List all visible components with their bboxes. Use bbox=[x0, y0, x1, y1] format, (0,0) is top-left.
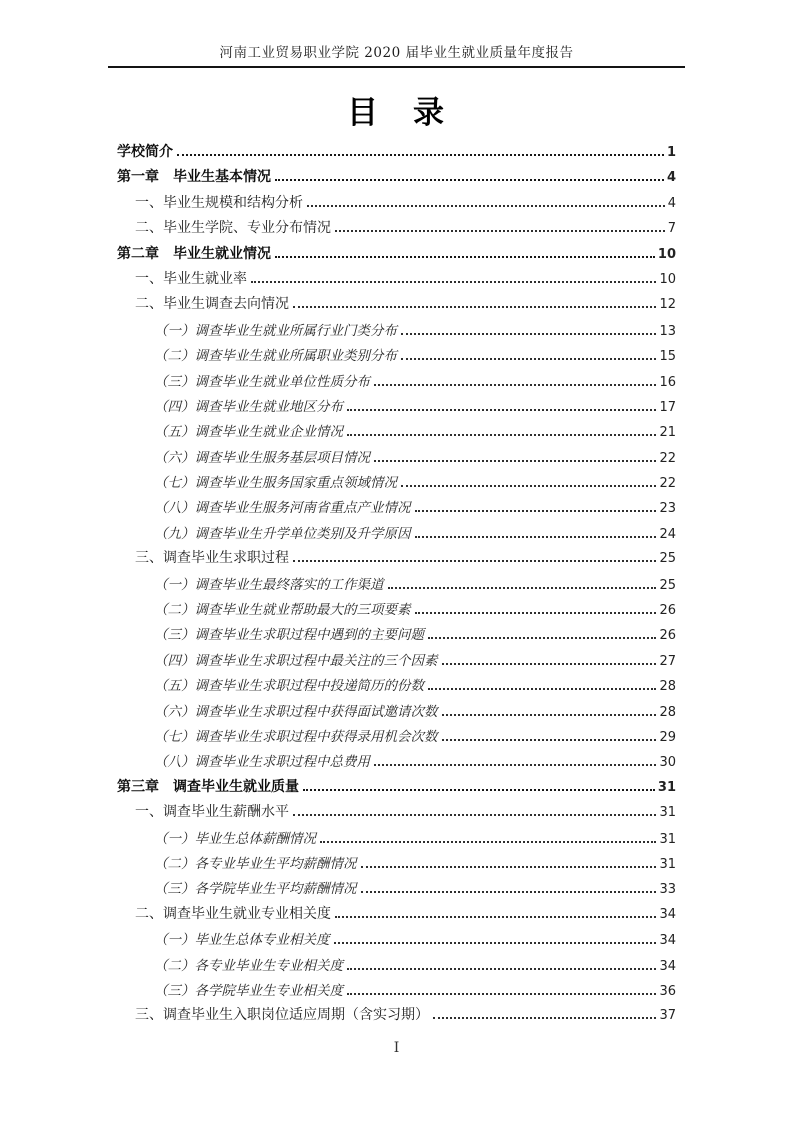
toc-page-number: 10 bbox=[659, 271, 676, 287]
dotted-leader bbox=[415, 612, 657, 614]
dotted-leader bbox=[415, 510, 657, 512]
toc-entry-label: 三、调查毕业生求职过程 bbox=[135, 550, 289, 567]
toc-row[interactable] bbox=[117, 1004, 676, 1029]
dotted-leader bbox=[361, 866, 657, 868]
toc-page-number: 16 bbox=[659, 374, 676, 390]
toc-page-number: 10 bbox=[657, 246, 676, 262]
toc-entry-label: （二）各专业毕业生专业相关度 bbox=[154, 957, 343, 974]
toc-row[interactable] bbox=[117, 928, 676, 953]
table-of-contents bbox=[117, 141, 676, 1030]
toc-entry-label: 学校简介 bbox=[117, 144, 173, 160]
toc-row[interactable] bbox=[117, 344, 676, 369]
toc-page-number: 30 bbox=[659, 755, 676, 771]
dotted-leader bbox=[415, 536, 657, 538]
toc-entry-label: （二）各专业毕业生平均薪酬情况 bbox=[154, 855, 357, 872]
toc-row[interactable] bbox=[117, 268, 676, 293]
toc-row[interactable] bbox=[117, 547, 676, 572]
toc-page-number: 31 bbox=[659, 805, 676, 821]
toc-page-number: 37 bbox=[659, 1008, 676, 1024]
toc-row[interactable] bbox=[117, 166, 676, 191]
dotted-leader bbox=[293, 560, 656, 562]
toc-entry-label: 一、毕业生就业率 bbox=[135, 270, 247, 287]
dotted-leader bbox=[347, 993, 656, 995]
toc-page-number: 21 bbox=[659, 425, 676, 441]
toc-row[interactable] bbox=[117, 674, 676, 699]
toc-page-number: 24 bbox=[659, 526, 676, 542]
toc-entry-label: （七）调查毕业生求职过程中获得录用机会次数 bbox=[154, 728, 438, 745]
dotted-leader bbox=[275, 179, 664, 181]
toc-entry-label: （一）毕业生总体专业相关度 bbox=[154, 932, 330, 949]
dotted-leader bbox=[335, 230, 665, 232]
toc-row[interactable] bbox=[117, 496, 676, 521]
toc-entry-label: （二）调查毕业生就业帮助最大的三项要素 bbox=[154, 602, 411, 619]
toc-entry-label: 二、毕业生调查去向情况 bbox=[135, 296, 289, 313]
toc-page-number: 22 bbox=[659, 450, 676, 466]
toc-entry-label: （一）毕业生总体薪酬情况 bbox=[154, 830, 316, 847]
dotted-leader bbox=[374, 460, 656, 462]
toc-entry-label: （七）调查毕业生服务国家重点领域情况 bbox=[154, 475, 397, 492]
dotted-leader bbox=[251, 281, 656, 283]
toc-page-number: 26 bbox=[659, 628, 676, 644]
dotted-leader bbox=[347, 434, 656, 436]
dotted-leader bbox=[335, 916, 656, 918]
toc-page-number: 33 bbox=[659, 882, 676, 898]
dotted-leader bbox=[275, 256, 655, 258]
dotted-leader bbox=[442, 714, 657, 716]
dotted-leader bbox=[303, 789, 655, 791]
toc-page-number: 29 bbox=[659, 729, 676, 745]
toc-entry-label: 第二章 毕业生就业情况 bbox=[117, 245, 271, 262]
toc-row[interactable] bbox=[117, 243, 676, 268]
dotted-leader bbox=[320, 841, 656, 843]
toc-page-number: 4 bbox=[667, 195, 676, 211]
toc-row[interactable] bbox=[117, 623, 676, 648]
toc-entry-label: （五）调查毕业生就业企业情况 bbox=[154, 424, 343, 441]
dotted-leader bbox=[177, 154, 664, 156]
toc-row[interactable] bbox=[117, 446, 676, 471]
dotted-leader bbox=[293, 306, 656, 308]
toc-entry-label: （三）调查毕业生求职过程中遇到的主要问题 bbox=[154, 627, 424, 644]
toc-row[interactable] bbox=[117, 420, 676, 445]
toc-entry-label: 三、调查毕业生入职岗位适应周期（含实习期） bbox=[135, 1007, 429, 1024]
toc-entry-label: 二、毕业生学院、专业分布情况 bbox=[135, 220, 331, 237]
toc-page-number: 31 bbox=[659, 831, 676, 847]
toc-entry-label: 二、调查毕业生就业专业相关度 bbox=[135, 905, 331, 922]
toc-page-number: 36 bbox=[659, 983, 676, 999]
toc-entry-label: （六）调查毕业生服务基层项目情况 bbox=[154, 449, 370, 466]
dotted-leader bbox=[388, 587, 657, 589]
dotted-leader bbox=[347, 968, 656, 970]
toc-row[interactable] bbox=[117, 903, 676, 928]
toc-entry-label: （九）调查毕业生升学单位类别及升学原因 bbox=[154, 525, 411, 542]
toc-entry-label: （一）调查毕业生就业所属行业门类分布 bbox=[154, 322, 397, 339]
toc-row[interactable] bbox=[117, 954, 676, 979]
toc-page-number: 1 bbox=[666, 145, 676, 160]
toc-entry-label: （四）调查毕业生就业地区分布 bbox=[154, 398, 343, 415]
dotted-leader bbox=[374, 764, 656, 766]
dotted-leader bbox=[442, 739, 657, 741]
toc-row[interactable] bbox=[117, 293, 676, 318]
dotted-leader bbox=[347, 409, 656, 411]
toc-row[interactable] bbox=[117, 141, 676, 166]
toc-entry-label: （一）调查毕业生最终落实的工作渠道 bbox=[154, 576, 384, 593]
toc-entry-label: （二）调查毕业生就业所属职业类别分布 bbox=[154, 348, 397, 365]
toc-page-number: 26 bbox=[659, 603, 676, 619]
dotted-leader bbox=[428, 637, 656, 639]
toc-page-number: 28 bbox=[659, 679, 676, 695]
toc-row[interactable] bbox=[117, 598, 676, 623]
toc-entry-label: （六）调查毕业生求职过程中获得面试邀请次数 bbox=[154, 703, 438, 720]
toc-row[interactable] bbox=[117, 319, 676, 344]
toc-entry-label: （五）调查毕业生求职过程中投递简历的份数 bbox=[154, 678, 424, 695]
toc-row[interactable] bbox=[117, 700, 676, 725]
toc-page-number: 7 bbox=[667, 221, 676, 237]
toc-page-number: 23 bbox=[659, 501, 676, 517]
dotted-leader bbox=[307, 205, 665, 207]
dotted-leader bbox=[401, 485, 656, 487]
toc-page-number: 12 bbox=[659, 297, 676, 313]
toc-row[interactable] bbox=[117, 725, 676, 750]
toc-page-number: 15 bbox=[659, 349, 676, 365]
running-header: 河南工业贸易职业学院 2020 届毕业生就业质量年度报告 bbox=[108, 0, 685, 68]
footer-page-number: I bbox=[393, 1040, 400, 1056]
toc-entry-label: （四）调查毕业生求职过程中最关注的三个因素 bbox=[154, 652, 438, 669]
dotted-leader bbox=[334, 942, 657, 944]
toc-entry-label: （八）调查毕业生求职过程中总费用 bbox=[154, 754, 370, 771]
dotted-leader bbox=[401, 358, 656, 360]
toc-row[interactable] bbox=[117, 827, 676, 852]
toc-row[interactable] bbox=[117, 217, 676, 242]
toc-row[interactable] bbox=[117, 776, 676, 801]
toc-page-number: 34 bbox=[659, 933, 676, 949]
toc-entry-label: 第一章 毕业生基本情况 bbox=[117, 169, 271, 186]
toc-page-number: 27 bbox=[659, 653, 676, 669]
dotted-leader bbox=[428, 688, 656, 690]
dotted-leader bbox=[361, 891, 657, 893]
toc-entry-label: （三）各学院毕业生平均薪酬情况 bbox=[154, 881, 357, 898]
toc-row[interactable] bbox=[117, 370, 676, 395]
toc-page-number: 31 bbox=[657, 779, 676, 795]
toc-entry-label: （三）各学院毕业生专业相关度 bbox=[154, 982, 343, 999]
dotted-leader bbox=[374, 384, 656, 386]
toc-row[interactable] bbox=[117, 573, 676, 598]
toc-page-number: 22 bbox=[659, 476, 676, 492]
toc-row[interactable] bbox=[117, 979, 676, 1004]
toc-entry-label: 一、调查毕业生薪酬水平 bbox=[135, 804, 289, 821]
toc-row[interactable] bbox=[117, 801, 676, 826]
dotted-leader bbox=[442, 663, 657, 665]
toc-row[interactable] bbox=[117, 192, 676, 217]
toc-entry-label: 一、毕业生规模和结构分析 bbox=[135, 194, 303, 211]
toc-page-number: 25 bbox=[659, 577, 676, 593]
toc-row[interactable] bbox=[117, 649, 676, 674]
page-title: 目 录 bbox=[347, 95, 446, 131]
toc-row[interactable] bbox=[117, 395, 676, 420]
dotted-leader bbox=[401, 333, 656, 335]
toc-page-number: 34 bbox=[659, 906, 676, 922]
toc-entry-label: （八）调查毕业生服务河南省重点产业情况 bbox=[154, 500, 411, 517]
toc-entry-label: （三）调查毕业生就业单位性质分布 bbox=[154, 373, 370, 390]
toc-page-number: 34 bbox=[659, 958, 676, 974]
toc-page-number: 17 bbox=[659, 399, 676, 415]
toc-page-number: 31 bbox=[659, 856, 676, 872]
toc-row[interactable] bbox=[117, 750, 676, 775]
toc-row[interactable] bbox=[117, 471, 676, 496]
toc-page-number: 4 bbox=[666, 170, 676, 186]
toc-row[interactable] bbox=[117, 877, 676, 902]
toc-page-number: 25 bbox=[659, 551, 676, 567]
toc-row[interactable] bbox=[117, 522, 676, 547]
dotted-leader bbox=[433, 1017, 656, 1019]
toc-page-number: 13 bbox=[659, 323, 676, 339]
toc-page-number: 28 bbox=[659, 704, 676, 720]
dotted-leader bbox=[293, 814, 656, 816]
toc-entry-label: 第三章 调查毕业生就业质量 bbox=[117, 778, 299, 795]
toc-row[interactable] bbox=[117, 852, 676, 877]
